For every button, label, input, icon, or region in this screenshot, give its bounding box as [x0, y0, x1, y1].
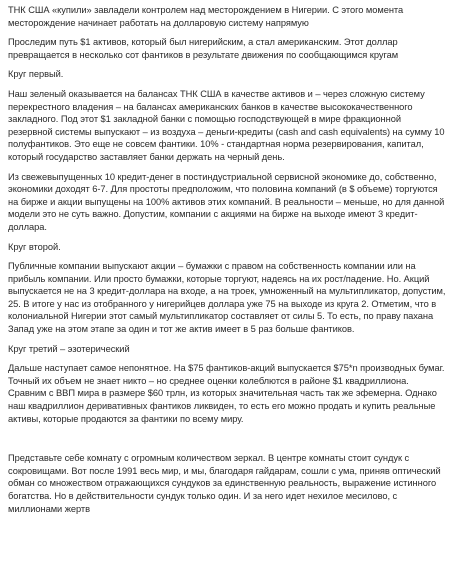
heading-circle-three: Круг третий – эзотерический: [8, 343, 130, 354]
paragraph-trace-dollar: Проследим путь $1 активов, который был нигерийским, а стал американским. Этот доллар превращается в несколько сот фантиков в результате движения по сообщающимся кругам: [8, 37, 399, 60]
paragraph-intro: ТНК США «купили» завладели контролем над месторождением в Нигерии. С этого момента месторождение начинает работать на долларовую систему напрямую: [8, 5, 404, 28]
paragraph-gap: [8, 432, 446, 452]
paragraph-circle-two: Публичные компании выпускают акции – бумажки с правом на собственность компании или на прибыль компании. Или просто бумажки, которые торгуют, надеясь на их рост/падение. Но. Акций выпускается не на 3 кредит-доллара на входе, а на троек, умноженный на мультипликатор, допустим, 25. В итоге у нас из отобранного у нигерийцев доллара уже 75 на выходе из круга 2. Отметим, что в колониальной Нигерии этот самый мультипликатор составляет от силы 5. То есть, по праву пахана Запад уже на этом этапе за один и тот же актив имеет в 5 раз больше фантиков.: [8, 261, 446, 335]
paragraph-mirror-room: Представьте себе комнату с огромным количеством зеркал. В центре комнаты стоит сундук с сокровищами. Вот после 1991 весь мир, и мы, благодаря гайдарам, сошли с ума, приняв оптический обман со множеством отражающихся сундуков за единственную реальность, выражение истинного богатства. Но в действительности сундук только один. И за него идет нехилое месилово, с миллионами жертв: [8, 453, 441, 514]
paragraph-circle-three: Дальше наступает самое непонятное. На $75 фантиков-акций выпускается $75*n производных бумаг. Точный их объем не знает никто – но среднее оценки колеблются в районе $1 квадриллиона. Сравним с ВВП мира в размере $60 трлн, из которых значительная часть так же эфемерна. Однако наш квадриллион деривативных фантиков ликвиден, то есть его можно продать и купить реальные активы, которые продаются за фантики по всему миру.: [8, 363, 445, 424]
paragraph-credit-money: Из свежевыпущенных 10 кредит-денег в постиндустриальной сервисной экономике до, собственно, экономики доходят 6-7. Для простоты предположим, что половина компаний (в $ объеме) торгуются на бирже и акции выпущены на 100% активов этих компаний. В реальности – меньше, но для данной модели это не суть важно. Допустим, компании с акциями на бирже на выходе имеют 3 кредит-доллара.: [8, 171, 445, 232]
paragraph-circle-one: Наш зеленый оказывается на балансах ТНК США в качестве активов и – через сложную систему перекрестного владения – на балансах американских банков в качестве высококачественного закладного. Под этот $1 закладной банки с помощью господствующей в мире фракционной резервной системы выпускают – из воздуха – деньги-кредиты (cash and cash equivalents) на сумму 10 полуфантиков. Это еще не совсем фантики. 10% - стандартная норма резервирования, капитал, который государство заставляет банки держать на черный день.: [8, 88, 445, 162]
heading-circle-one: Круг первый.: [8, 69, 64, 80]
heading-circle-two: Круг второй.: [8, 241, 61, 252]
